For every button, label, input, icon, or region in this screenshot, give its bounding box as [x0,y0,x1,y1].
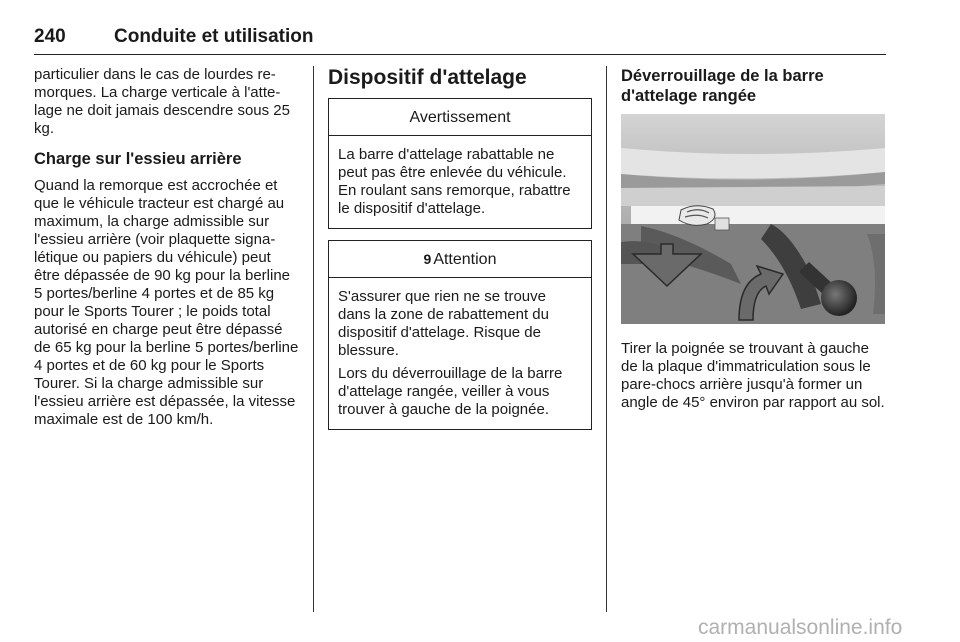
watermark: carmanualsonline.info [698,616,903,639]
unlock-instructions: Tirer la poignée se trouvant à gauche de la plaque d'immatriculation sous le pare-chocs arrière jusqu'à former un angle de 45° environ par rapport au sol. [621,340,885,411]
attention-box [328,240,592,430]
continuation-paragraph: particulier dans le cas de lourdes remorques. La charge verticale à l'attelage ne doit jamais descendre sous 25 kg. [34,66,290,137]
attention-title: Attention [433,251,497,268]
warning-box [328,98,592,229]
unlock-heading: Déverrouillage de la barre d'attelage rangée [621,67,824,105]
column-divider-1 [313,66,314,612]
column-left [34,66,300,429]
running-title: Conduite et utilisation [114,26,314,47]
column-right [621,66,887,412]
column-middle [328,66,592,441]
attention-text-2: Lors du déverrouillage de la barre d'attelage rangée, veiller à vous trouver à gauche de la poignée. [338,365,563,418]
attention-text-1: S'assurer que rien ne se trouve dans la zone de rabattement du dispositif d'attelage. Risque de blessure. [338,288,549,359]
towbar-illustration [621,114,885,324]
warning-title: Avertissement [329,99,591,136]
page-header [34,26,886,55]
page-number: 240 [34,26,66,47]
rear-axle-load-heading: Charge sur l'essieu arrière [34,150,242,168]
warning-text: La barre d'attelage rabattable ne peut pas être enlevée du véhicule. En roulant sans remorque, rabattre le dispositif d'attelage. [338,146,571,217]
column-divider-2 [606,66,607,612]
warning-triangle-icon: 9 [423,251,432,267]
section-title: Dispositif d'attelage [328,66,527,89]
attention-header [329,241,591,278]
rear-axle-load-paragraph: Quand la remorque est accrochée et que le véhicule tracteur est chargé au maximum, la charge admissible sur l'essieu arrière (voir plaquette signalétique ou papiers du véhicule) peut être dépassée de 90 kg pour la berline 5 portes/berline 4 portes et de 85 kg pour le Sports Tourer ; le poids total autorisé en charge peut être dépassé de 65 kg pour la berline 5 portes/berline 4 portes et de 60 kg pour le Sports Tourer. Si la charge admissible sur l'essieu arrière est dépassée, la vitesse maximale est de 100 km/h. [34,177,299,428]
